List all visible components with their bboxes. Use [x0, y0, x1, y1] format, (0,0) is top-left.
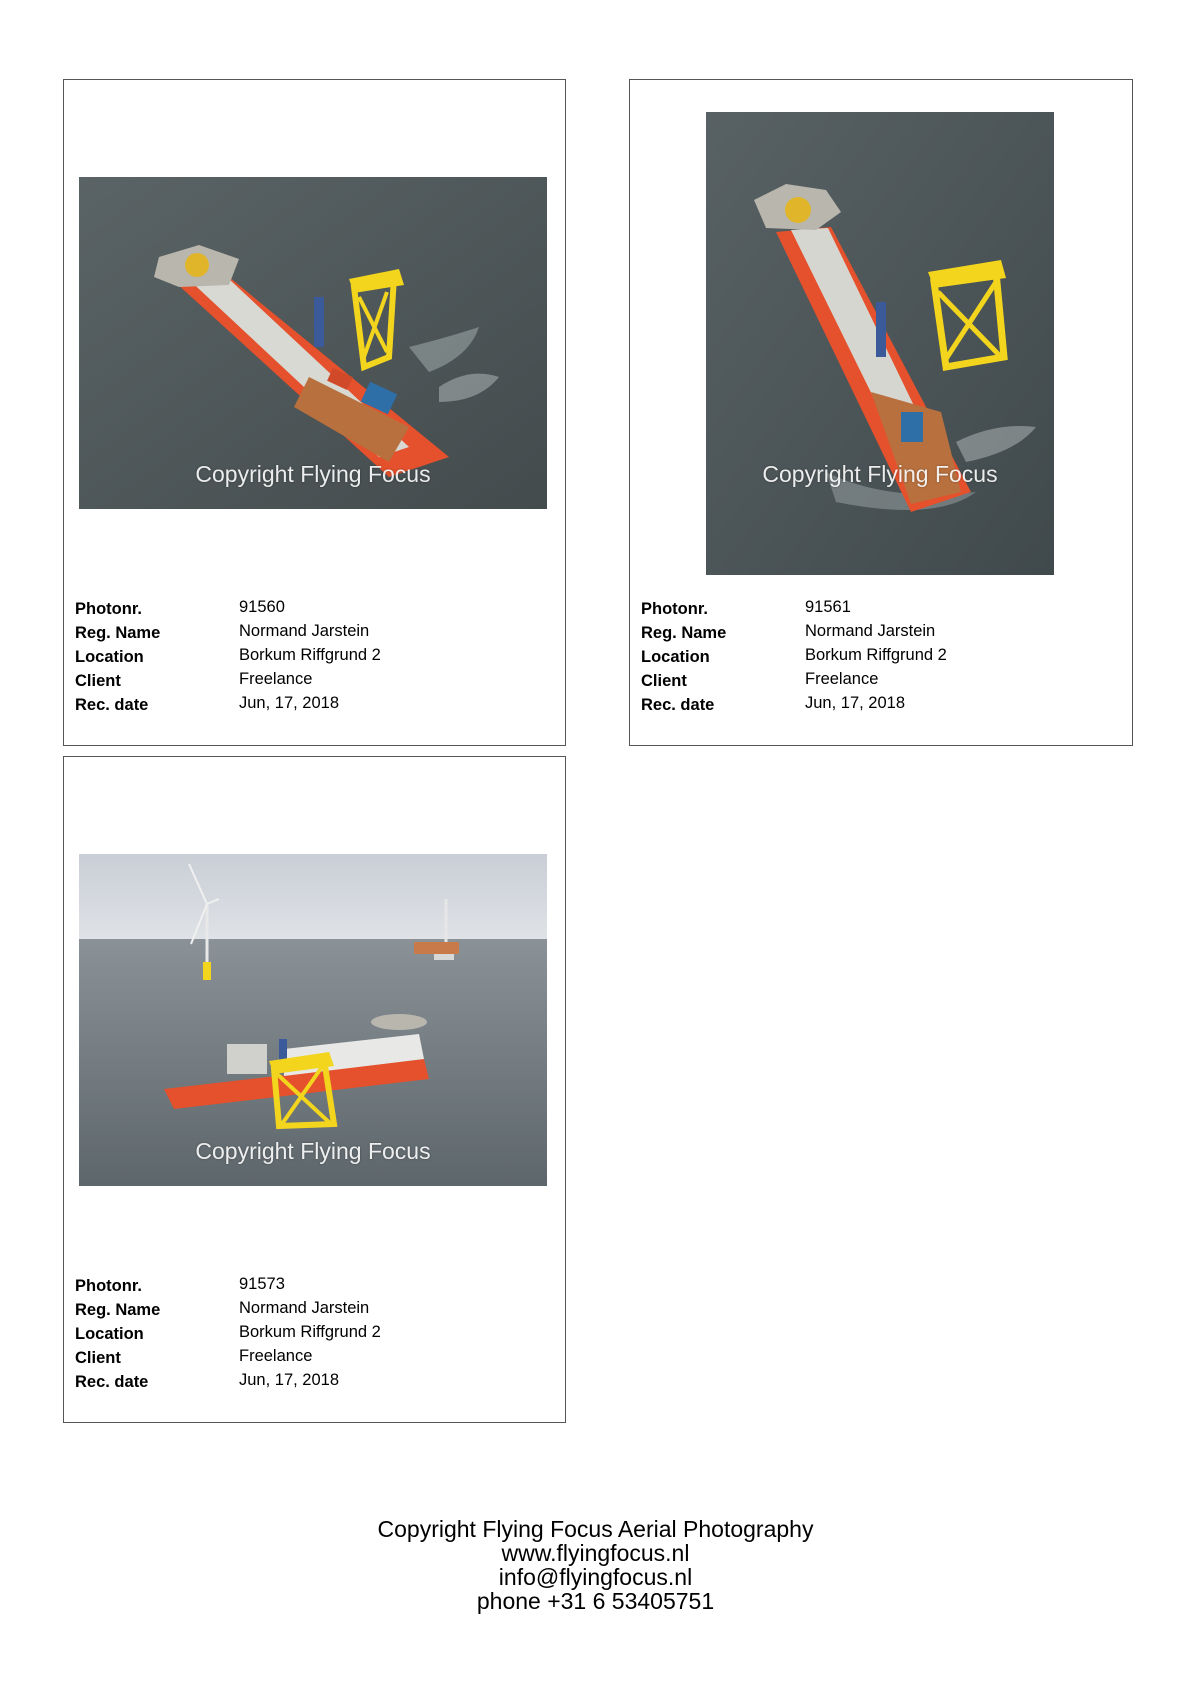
- footer-phone: phone +31 6 53405751: [476, 1588, 715, 1614]
- photo-metadata: [75, 1277, 545, 1407]
- photo-card-91561: [629, 79, 1133, 746]
- field-label: Reg. Name: [641, 624, 727, 642]
- photo-card-91560: [63, 79, 566, 746]
- footer-copyright: Copyright Flying Focus Aerial Photography: [377, 1516, 814, 1542]
- field-label: Client: [75, 1349, 121, 1367]
- field-value: Jun, 17, 2018: [239, 1371, 339, 1389]
- photo-watermark: Copyright Flying Focus: [762, 461, 998, 487]
- field-value: Normand Jarstein: [239, 622, 370, 640]
- field-value: Jun, 17, 2018: [239, 694, 339, 712]
- field-value: 91560: [239, 598, 285, 616]
- field-value: Jun, 17, 2018: [805, 694, 905, 712]
- field-value: Borkum Riffgrund 2: [239, 646, 381, 664]
- footer-email-link[interactable]: info@flyingfocus.nl: [498, 1564, 693, 1590]
- field-value: Freelance: [239, 1347, 313, 1365]
- field-value: Normand Jarstein: [239, 1299, 370, 1317]
- field-value: Normand Jarstein: [805, 622, 936, 640]
- field-label: Location: [641, 648, 710, 666]
- footer-website-link[interactable]: www.flyingfocus.nl: [501, 1540, 690, 1566]
- field-label: Photonr.: [641, 600, 708, 618]
- field-value: 91573: [239, 1275, 285, 1293]
- field-value: Freelance: [239, 670, 313, 688]
- field-label: Location: [75, 648, 144, 666]
- field-value: 91561: [805, 598, 851, 616]
- page-footer: [0, 1517, 1191, 1613]
- field-label: Client: [641, 672, 687, 690]
- photo-watermark: Copyright Flying Focus: [195, 1138, 431, 1164]
- field-label: Photonr.: [75, 600, 142, 618]
- field-label: Rec. date: [641, 696, 715, 714]
- field-label: Reg. Name: [75, 624, 161, 642]
- aerial-photo: [79, 177, 547, 509]
- photo-watermark: Copyright Flying Focus: [195, 461, 431, 487]
- field-label: Location: [75, 1325, 144, 1343]
- aerial-photo: [706, 112, 1054, 575]
- photo-metadata: [75, 600, 545, 730]
- field-value: Borkum Riffgrund 2: [239, 1323, 381, 1341]
- field-value: Freelance: [805, 670, 879, 688]
- photo-card-91573: [63, 756, 566, 1423]
- photo-metadata: [641, 600, 1111, 730]
- aerial-photo: [79, 854, 547, 1186]
- field-label: Photonr.: [75, 1277, 142, 1295]
- field-label: Client: [75, 672, 121, 690]
- field-label: Rec. date: [75, 1373, 149, 1391]
- field-label: Rec. date: [75, 696, 149, 714]
- field-label: Reg. Name: [75, 1301, 161, 1319]
- field-value: Borkum Riffgrund 2: [805, 646, 947, 664]
